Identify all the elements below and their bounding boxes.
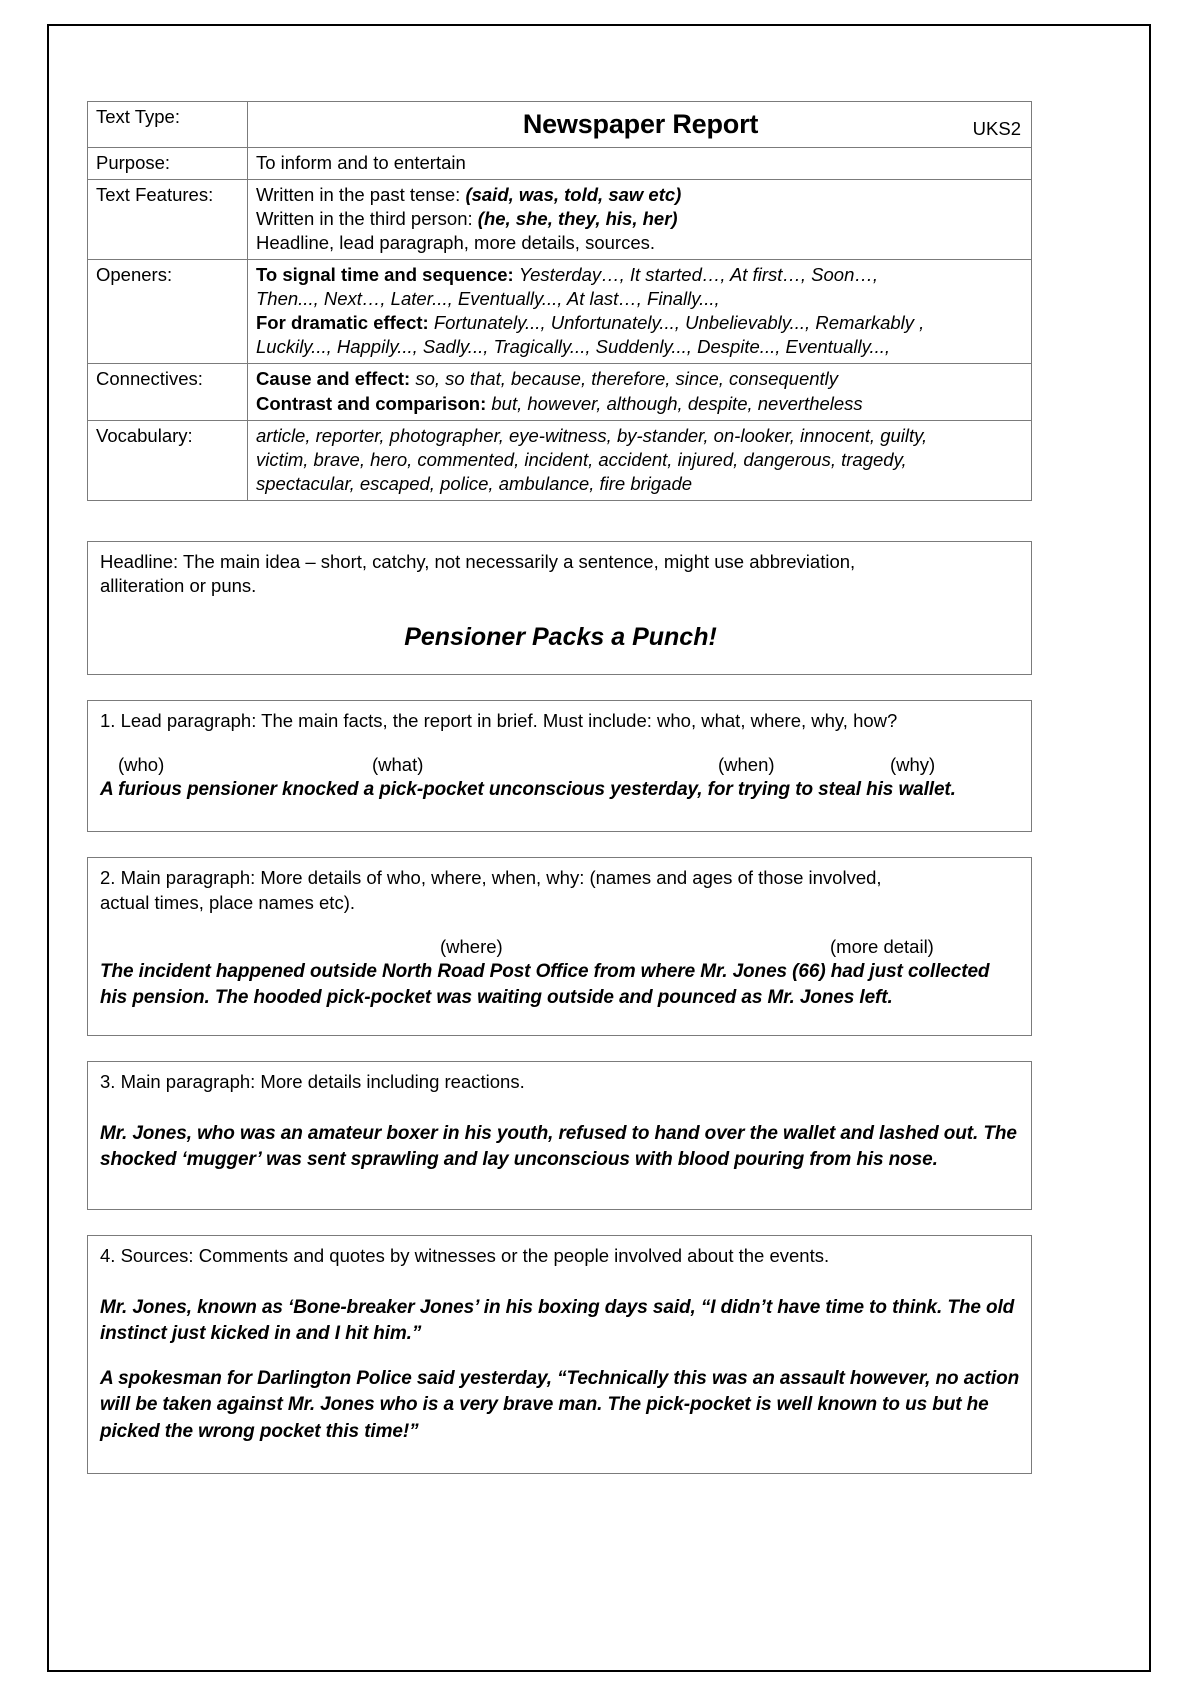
section-box-main-paragraph-2 [87,857,1032,1036]
table-row-purpose [88,148,1032,180]
headline-instruction-line: Headline: The main idea – short, catchy, not necessarily a sentence, might use abbreviation, [100,550,856,572]
section-instruction: 4. Sources: Comments and quotes by witnesses or the people involved about the events. [100,1245,830,1267]
connective-line [256,367,1025,391]
vocabulary-label: Vocabulary: [88,420,248,500]
model-paragraph: A furious pensioner knocked a pick-pocket unconscious yesterday, for trying to steal his wallet. [100,778,956,800]
document-content [87,101,1037,1474]
table-row-vocabulary [88,420,1032,500]
prompt-tag-what: (what) [372,753,424,775]
example-headline: Pensioner Packs a Punch! [404,622,717,651]
model-answer [100,1295,1021,1445]
connective-heading: Cause and effect: [256,368,411,390]
opener-items: Yesterday…, It started…, At first…, Soon…, [518,264,878,286]
prompt-tag-row [100,935,1021,959]
spacer [100,803,1021,821]
text-features-value [248,180,1032,260]
section-instruction: actual times, place names etc). [100,891,355,913]
table-row-connectives [88,364,1032,420]
page-title: Newspaper Report [522,109,759,139]
openers-label: Openers: [88,260,248,364]
model-paragraph: A spokesman for Darlington Police said yesterday, “Technically this was an assault however, no action will be taken against Mr. Jones who is a very brave man. The pick-pocket is well known to us but he picked the wrong pocket this time!” [100,1368,1020,1442]
feature-line [256,183,1025,207]
prompt-tag-why: (why) [890,753,936,775]
prompt-tag-row [100,753,1021,777]
opener-items: Luckily..., Happily..., Sadly..., Tragically..., Suddenly..., Despite..., Eventually..., [256,336,891,358]
opener-heading: To signal time and sequence: [256,264,514,286]
vocabulary-line: victim, brave, hero, commented, incident, accident, injured, dangerous, tragedy, [256,448,907,470]
feature-lead: Written in the past tense: [256,184,461,206]
connectives-label: Connectives: [88,364,248,420]
spacer [87,675,1037,700]
text-type-feature-table [87,101,1032,501]
text-features-label: Text Features: [88,180,248,260]
connective-line [256,392,1025,416]
opener-items: Then..., Next…, Later..., Eventually..., At last…, Finally..., [256,288,720,310]
connectives-value [248,364,1032,420]
prompt-tag-when: (when) [718,753,775,775]
headline-instruction-line: alliteration or puns. [100,575,257,597]
openers-value [248,260,1032,364]
vocabulary-line: spectacular, escaped, police, ambulance, fire brigade [256,472,693,494]
spacer [87,832,1037,857]
spacer [87,501,1037,541]
section-box-main-paragraph-3 [87,1061,1032,1210]
feature-emphasis: (said, was, told, saw etc) [465,184,682,206]
spacer [87,1210,1037,1235]
section-instruction: 3. Main paragraph: More details including reactions. [100,1071,525,1093]
feature-line [256,207,1025,231]
vocabulary-line: article, reporter, photographer, eye-witness, by-stander, on-looker, innocent, guilty, [256,424,928,446]
purpose-value: To inform and to entertain [248,148,1032,180]
model-answer [100,777,1021,803]
section-box-lead-paragraph [87,700,1032,833]
purpose-label: Purpose: [88,148,248,180]
stage-badge: UKS2 [972,118,1021,140]
vocabulary-value [248,420,1032,500]
spacer [100,1445,1021,1463]
model-answer [100,959,1021,1011]
connective-items: so, so that, because, therefore, since, consequently [415,368,839,390]
headline-box [87,541,1032,675]
spacer [100,1173,1021,1199]
prompt-tag-where: (where) [440,935,503,957]
table-row-openers [88,260,1032,364]
prompt-tag-more-detail: (more detail) [830,935,934,957]
spacer [100,1011,1021,1025]
opener-heading: For dramatic effect: [256,312,429,334]
spacer [87,1036,1037,1061]
spacer [100,1095,1021,1121]
table-row-text-features [88,180,1032,260]
section-box-sources [87,1235,1032,1474]
connective-items: but, however, although, despite, nevertheless [491,392,863,414]
model-paragraph: Mr. Jones, known as ‘Bone-breaker Jones’ in his boxing days said, “I didn’t have time to think. The old instinct just kicked in and I hit him.” [100,1296,1015,1344]
spacer [100,1269,1021,1295]
section-instruction: 1. Lead paragraph: The main facts, the report in brief. Must include: who, what, where, why, how? [100,709,898,731]
table-row-text-type [88,102,1032,148]
feature-line: Headline, lead paragraph, more details, sources. [256,232,656,254]
model-answer [100,1121,1021,1173]
opener-items: Fortunately..., Unfortunately..., Unbelievably..., Remarkably , [433,312,925,334]
document-page [47,24,1151,1672]
model-paragraph: The incident happened outside North Road Post Office from where Mr. Jones (66) had just collected his pension. The hooded pick-pocket was waiting outside and pounced as Mr. Jones left. [100,960,990,1009]
text-type-label: Text Type: [88,102,248,148]
opener-line [256,263,1025,287]
feature-emphasis: (he, she, they, his, her) [477,208,678,230]
connective-heading: Contrast and comparison: [256,392,487,414]
section-instruction: 2. Main paragraph: More details of who, where, when, why: (names and ages of those involved, [100,867,882,889]
feature-lead: Written in the third person: [256,208,473,230]
prompt-tag-who: (who) [118,753,165,775]
title-cell [248,102,1032,148]
opener-line [256,311,1025,335]
model-paragraph: Mr. Jones, who was an amateur boxer in his youth, refused to hand over the wallet and lashed out. The shocked ‘mugger’ was sent sprawling and lay unconscious with blood pouring from his nose. [100,1122,1017,1171]
